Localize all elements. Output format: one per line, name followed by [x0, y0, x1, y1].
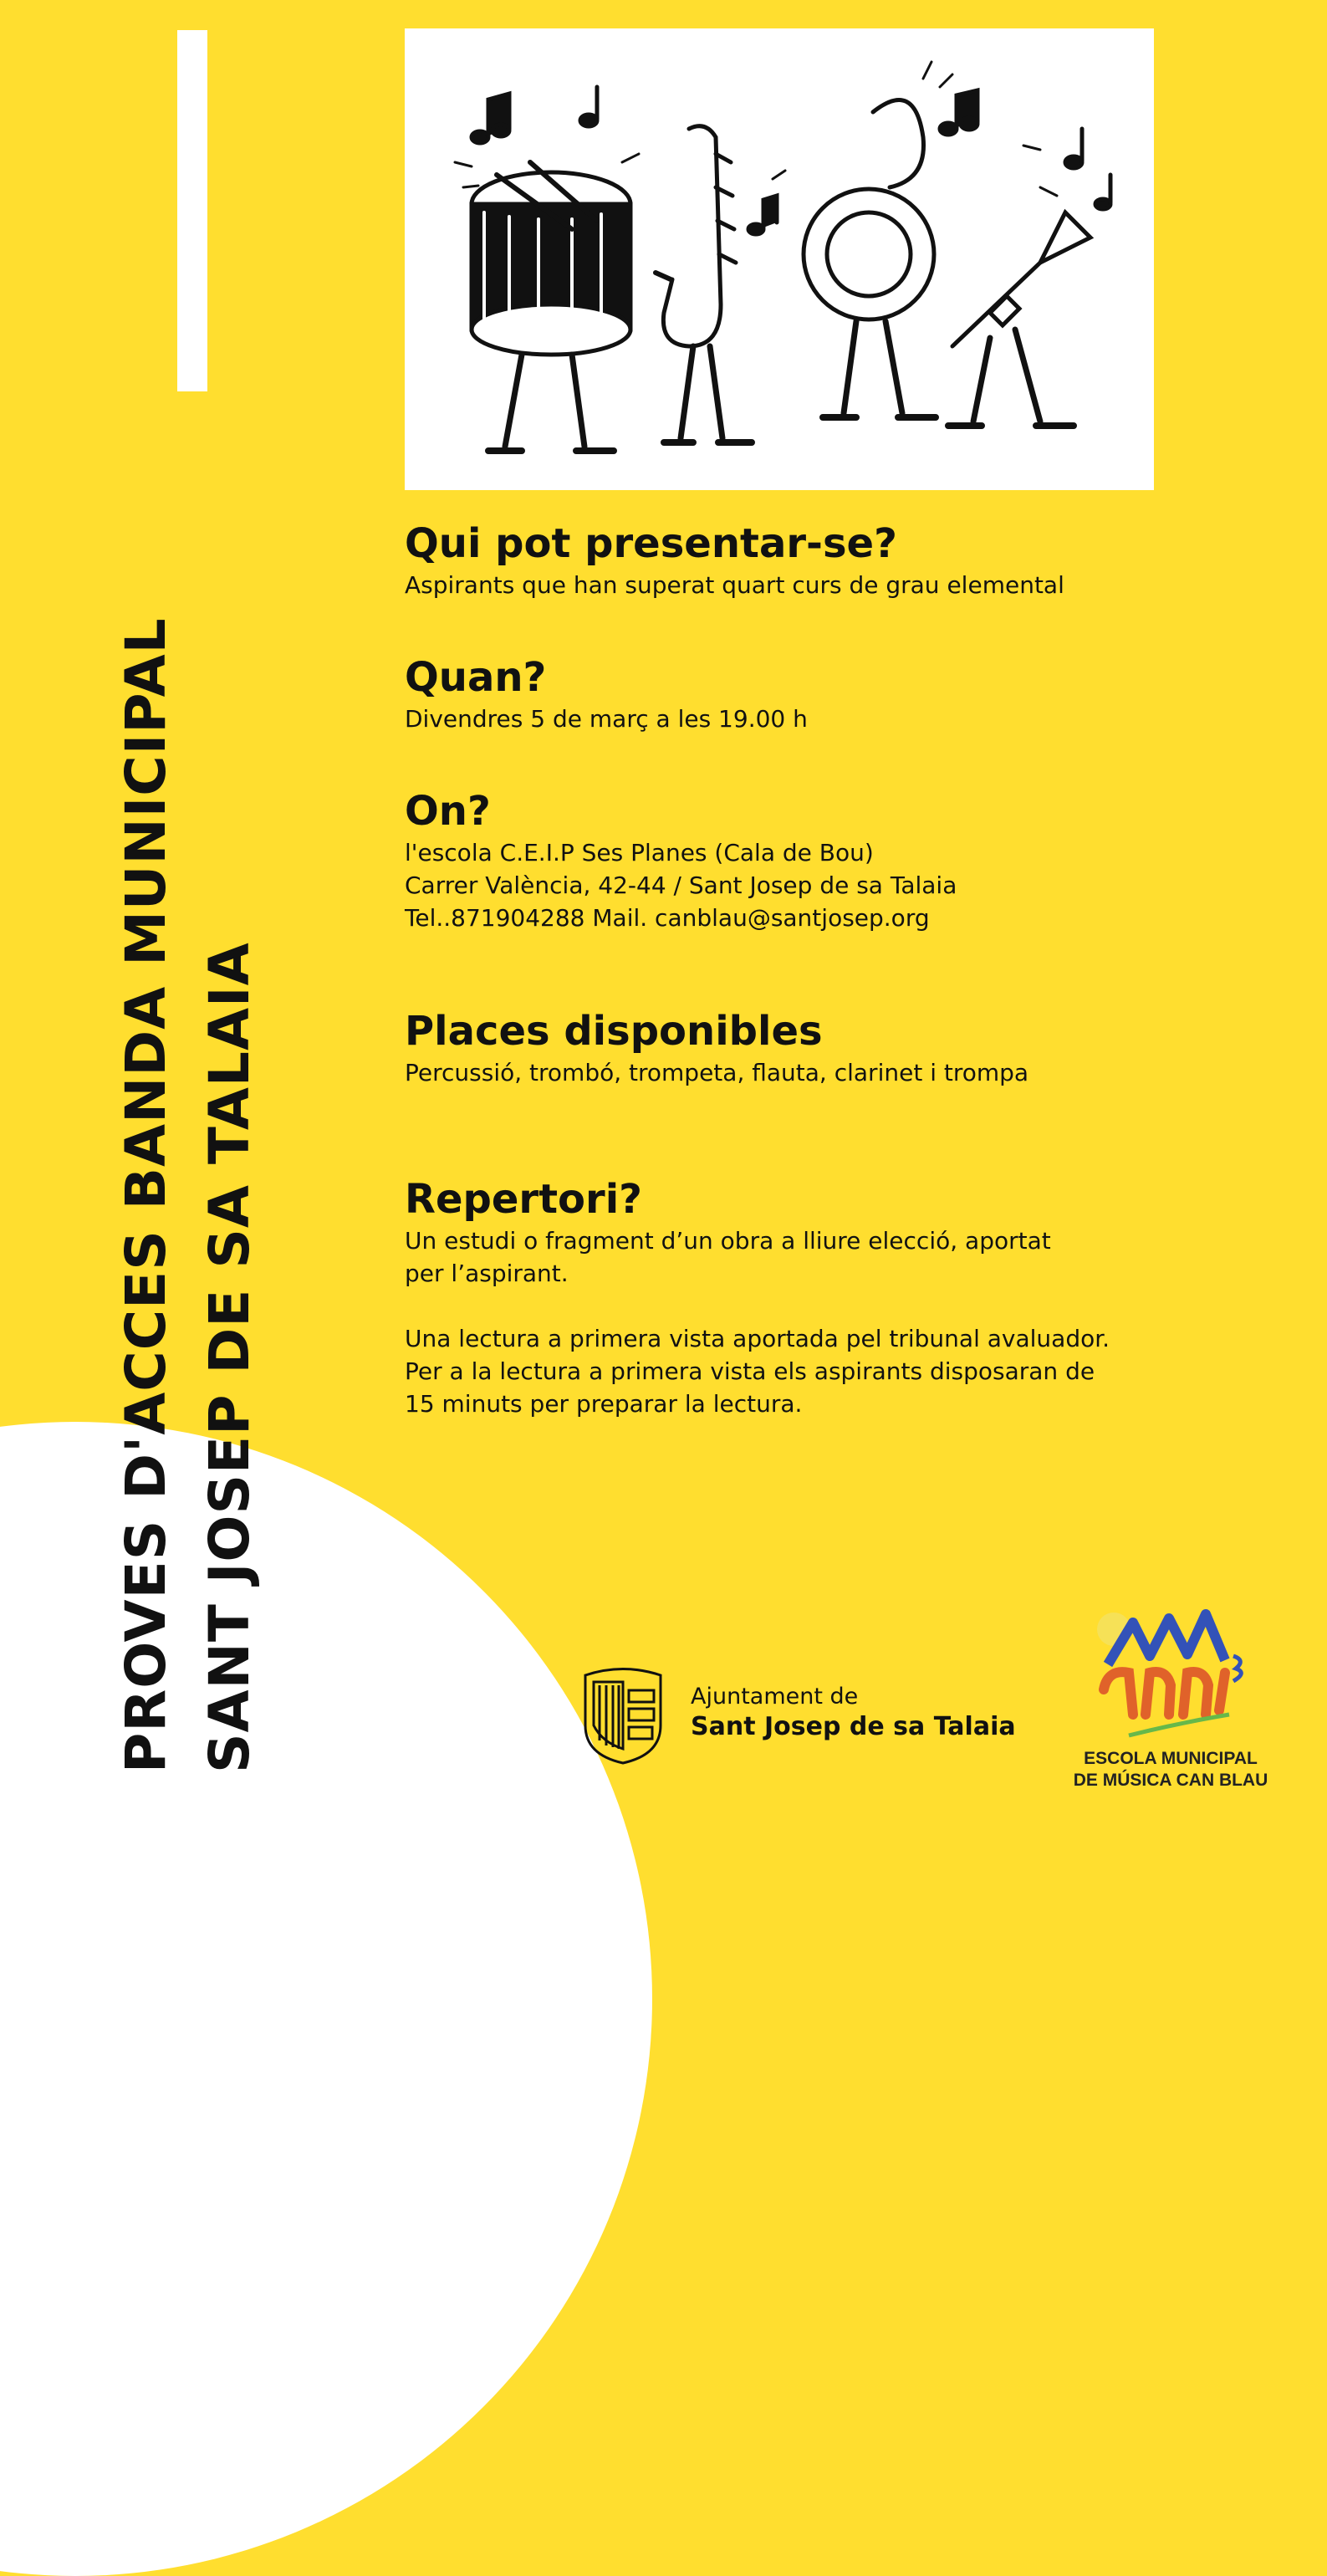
sousaphone-icon: [804, 100, 936, 417]
escola-line-2: DE MÚSICA CAN BLAU: [1073, 1771, 1268, 1790]
text-repertori-4: Per a la lectura a primera vista els aspirants disposaran de: [405, 1357, 1095, 1385]
white-accent-bar: [177, 30, 207, 391]
text-repertori-3: Una lectura a primera vista aportada pel tribunal avaluador.: [405, 1325, 1110, 1352]
heading-repertori: Repertori?: [405, 1176, 642, 1223]
trumpet-icon: [948, 212, 1090, 426]
ajuntament-line-2: Sant Josep de sa Talaia: [691, 1712, 1016, 1741]
heading-qui: Qui pot presentar-se?: [405, 520, 897, 567]
text-on-line-3: Tel..871904288 Mail. canblau@santjosep.org: [405, 904, 930, 932]
text-places: Percussió, trombó, trompeta, flauta, clarinet i trompa: [405, 1059, 1029, 1086]
text-repertori-2: per l’aspirant.: [405, 1260, 569, 1287]
marching-instruments-illustration: [405, 28, 1154, 490]
crest-icon: [577, 1659, 669, 1767]
heading-places: Places disponibles: [405, 1008, 823, 1055]
heading-quan: Quan?: [405, 654, 547, 701]
text-repertori-1: Un estudi o fragment d’un obra a lliure elecció, aportat: [405, 1227, 1051, 1255]
section-places: [405, 1006, 1241, 1089]
text-on-line-2: Carrer València, 42-44 / Sant Josep de sa Talaia: [405, 871, 957, 899]
escola-logo: [1062, 1589, 1279, 1791]
escola-line-1: ESCOLA MUNICIPAL: [1084, 1749, 1258, 1768]
section-quan: [405, 652, 1241, 735]
title-line-2: SANT JOSEP DE SA TALAIA: [197, 942, 262, 1773]
ajuntament-line-1: Ajuntament de: [691, 1684, 859, 1710]
snare-drum-icon: [472, 162, 630, 451]
section-on: [405, 786, 1241, 934]
text-qui: Aspirants que han superat quart curs de grau elemental: [405, 571, 1064, 599]
section-repertori: [405, 1174, 1241, 1420]
section-qui: [405, 519, 1241, 601]
saxophone-icon: [656, 126, 752, 442]
text-quan: Divendres 5 de març a les 19.00 h: [405, 705, 808, 733]
heading-on: On?: [405, 788, 491, 835]
title-line-1: PROVES D'ACCES BANDA MUNICIPAL: [114, 617, 178, 1773]
text-on-line-1: l'escola C.E.I.P Ses Planes (Cala de Bou): [405, 839, 874, 866]
ajuntament-logo: [577, 1659, 1016, 1767]
text-repertori-5: 15 minuts per preparar la lectura.: [405, 1390, 803, 1418]
escola-emblem-icon: [1070, 1589, 1271, 1748]
paragraph-spacer: [405, 1290, 1241, 1322]
white-circle-shape: [0, 1422, 652, 2576]
